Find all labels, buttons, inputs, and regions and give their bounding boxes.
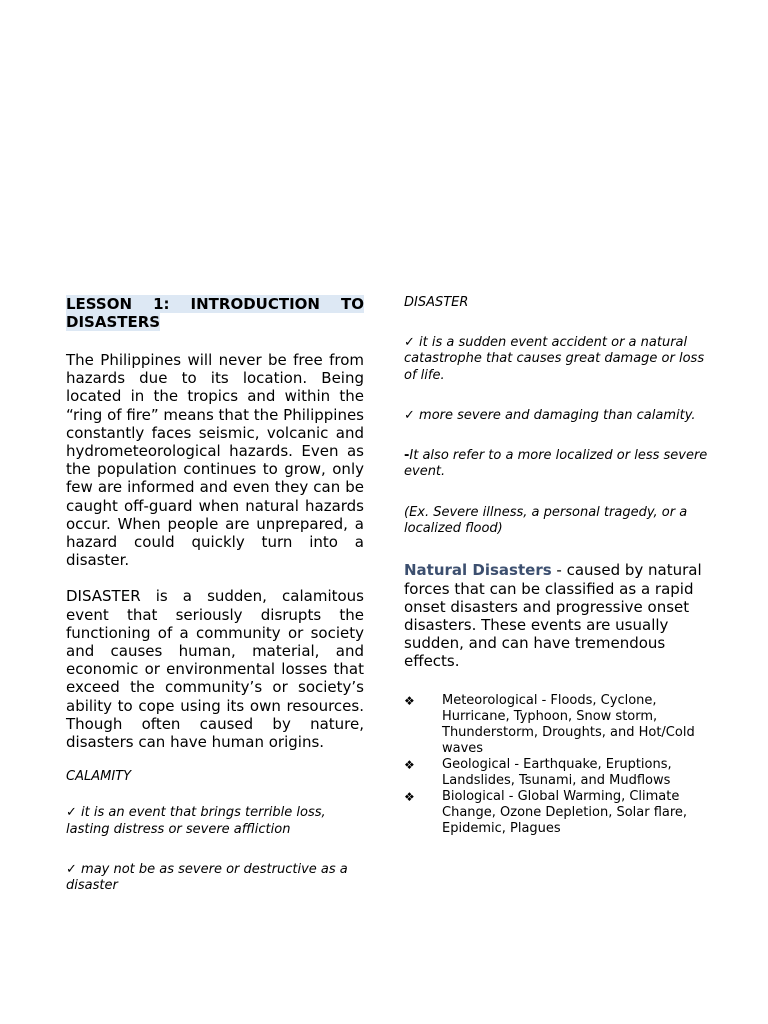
bullet-text-geological: Geological - Earthquake, Eruptions, Landslides, Tsunami, and Mudflows [442, 756, 672, 788]
list-item [404, 757, 714, 789]
bullet-text-biological: Biological - Global Warming, Climate Change, Ozone Depletion, Solar flare, Epidemic, Plagues [442, 788, 688, 836]
intro-paragraph: The Philippines will never be free from hazards due to its location. Being located in the tropics and within the “ring of fire” means that the Philippines constantly faces seismic, volcanic and hydrometeorological hazards. Even as the population continues to grow, only few are informed and even they can be caught off-guard when natural hazards occur. When people are unprepared, a hazard could quickly turn into a disaster. [66, 351, 364, 570]
example-note: (Ex. Severe illness, a personal tragedy, or a localized flood) [404, 504, 688, 537]
calamity-note-1: ✓ it is an event that brings terrible loss, lasting distress or severe affliction [66, 805, 326, 837]
diamond-bullet-icon: ❖ [404, 757, 415, 772]
natural-disasters-text: - caused by natural forces that can be classified as a rapid onset disasters and progressive onset disasters. These events are usually sudden, and can have tremendous effects. [404, 561, 702, 671]
localized-dash: - [404, 448, 410, 464]
disaster-note-1: ✓ it is a sudden event accident or a natural catastrophe that causes great damage or loss of life. [404, 335, 705, 383]
right-column [404, 295, 714, 837]
bullet-text-meteorological: Meteorological - Floods, Cyclone, Hurricane, Typhoon, Snow storm, Thunderstorm, Droughts, and Hot/Cold waves [442, 692, 695, 756]
list-item [404, 789, 714, 837]
calamity-note-2: ✓ may not be as severe or destructive as a disaster [66, 861, 348, 894]
natural-disasters-title: Natural Disasters [404, 561, 552, 580]
list-item [404, 693, 714, 757]
calamity-label: CALAMITY [66, 769, 132, 785]
lesson-heading [66, 295, 364, 331]
left-column [66, 295, 364, 918]
natural-disasters-paragraph [404, 561, 714, 670]
localized-note [404, 448, 714, 481]
diamond-bullet-icon: ❖ [404, 789, 415, 804]
lesson-heading-text: LESSON 1: INTRODUCTION TO DISASTERS [66, 295, 364, 331]
localized-note-text: It also refer to a more localized or less severe event. [404, 448, 708, 480]
diamond-bullet-icon: ❖ [404, 693, 415, 708]
disaster-definition-paragraph: DISASTER is a sudden, calamitous event that seriously disrupts the functioning of a community or society and causes human, material, and economic or environmental losses that exceed the community’s or society’s ability to cope using its own resources. Though often caused by nature, disasters can have human origins. [66, 587, 364, 752]
disaster-note-2: ✓ more severe and damaging than calamity. [404, 407, 696, 423]
disaster-types-list [404, 693, 714, 837]
disaster-label: DISASTER [404, 295, 469, 310]
